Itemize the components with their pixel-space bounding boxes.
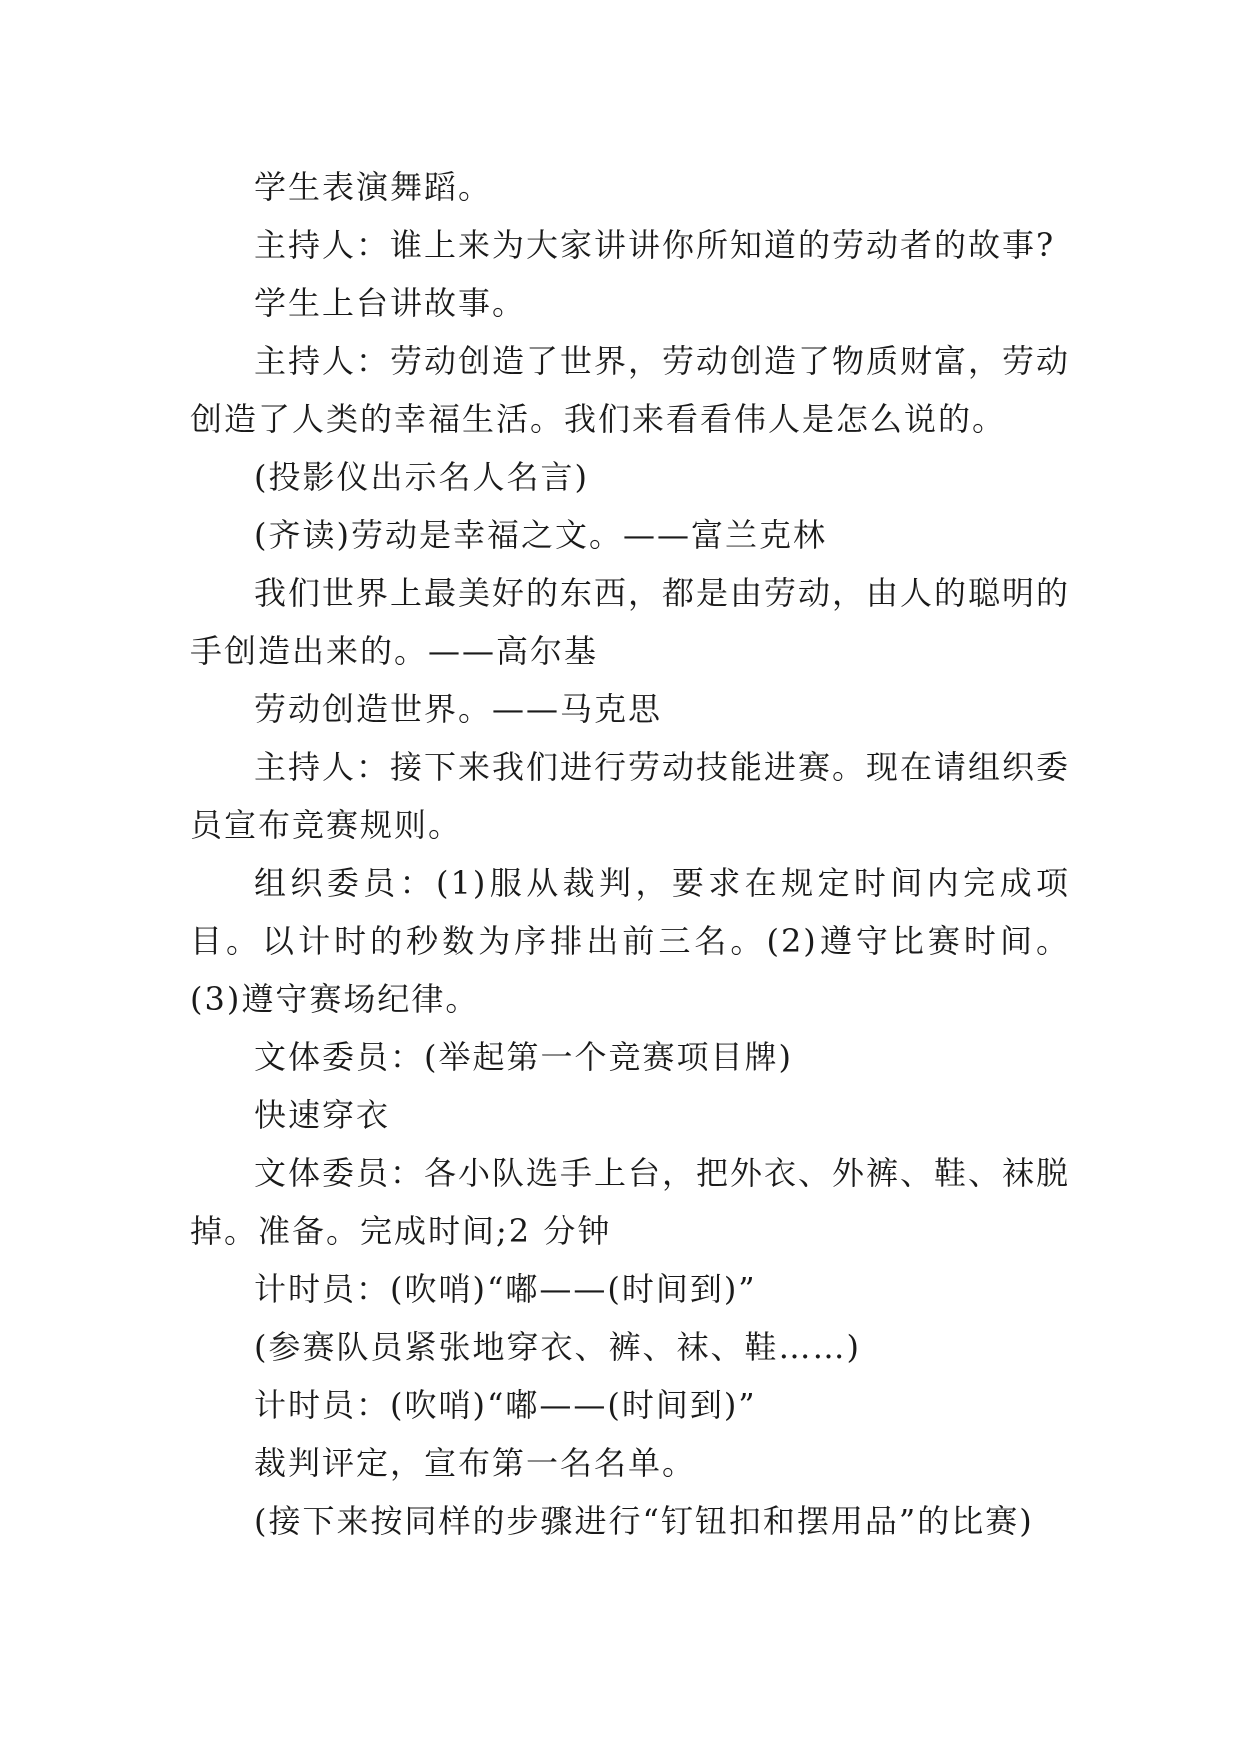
paragraph: 学生上台讲故事。 <box>254 284 527 322</box>
paragraph: 快速穿衣 <box>254 1096 391 1134</box>
paragraph: 学生表演舞蹈。 <box>254 168 493 206</box>
paragraph: 组织委员：(1)服从裁判，要求在规定时间内完成项目。以计时的秒数为序排出前三名。(2)遵守比赛时间。(3)遵守赛场纪律。 <box>190 864 1070 1018</box>
paragraph: 我们世界上最美好的东西，都是由劳动，由人的聪明的手创造出来的。——高尔基 <box>190 574 1071 670</box>
paragraph: 主持人：接下来我们进行劳动技能进赛。现在请组织委员宣布竞赛规则。 <box>190 748 1071 844</box>
paragraph: 计时员：(吹哨)“嘟——(时间到)” <box>254 1386 757 1424</box>
paragraph: 计时员：(吹哨)“嘟——(时间到)” <box>254 1270 757 1308</box>
paragraph: 劳动创造世界。——马克思 <box>254 690 663 728</box>
paragraph: 文体委员：(举起第一个竞赛项目牌) <box>254 1038 793 1076</box>
paragraph: 主持人：劳动创造了世界，劳动创造了物质财富，劳动创造了人类的幸福生活。我们来看看伟人是怎么说的。 <box>190 342 1071 438</box>
paragraph: (齐读)劳动是幸福之文。——富兰克林 <box>254 516 827 554</box>
document-body <box>190 158 1070 1550</box>
paragraph: (参赛队员紧张地穿衣、裤、袜、鞋……) <box>254 1328 861 1366</box>
paragraph: (接下来按同样的步骤进行“钉钮扣和摆用品”的比赛) <box>254 1502 1034 1540</box>
paragraph: (投影仪出示名人名言) <box>254 458 589 496</box>
paragraph: 裁判评定，宣布第一名名单。 <box>254 1444 697 1482</box>
paragraph: 主持人：谁上来为大家讲讲你所知道的劳动者的故事? <box>254 226 1056 264</box>
paragraph: 文体委员：各小队选手上台，把外衣、外裤、鞋、袜脱掉。准备。完成时间;2 分钟 <box>190 1154 1071 1250</box>
